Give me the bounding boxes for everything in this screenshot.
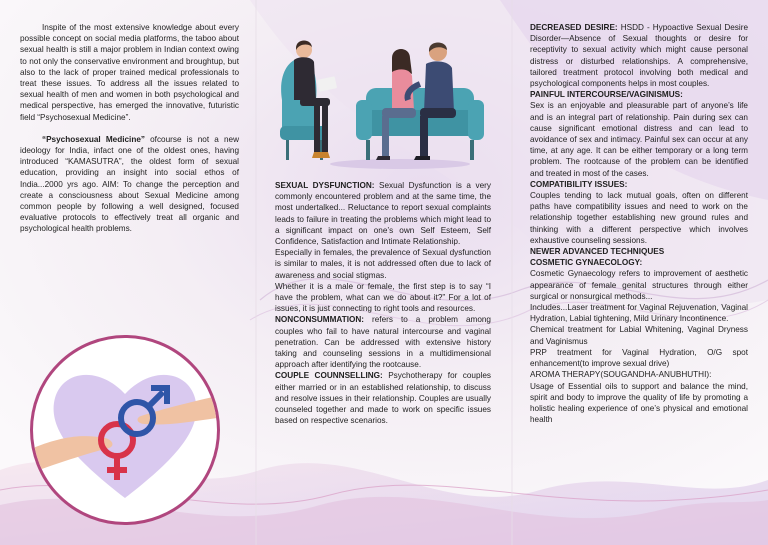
- middle-column: [275, 180, 491, 426]
- sexual-dysfunction-section: [275, 180, 491, 247]
- sexual-dysfunction-text: Sexual Dysfunction is a very commonly encountered problem and at the same time, the most undertalked... Reluctance to report sexual complaints leads to failure in treating the problems which might lead to a significant impact on one’s own Self Esteem, Self Confidence, Satisfaction and Intimate Relationship.: [275, 181, 491, 247]
- sexual-dysfunction-heading: SEXUAL DYSFUNCTION:: [275, 181, 375, 190]
- aroma-therapy-heading: AROMA THERAPY(SOUGANDHA-ANUBHUTHI):: [530, 370, 712, 380]
- painful-intercourse-text: Sex is an enjoyable and pleasurable part of anyone’s life and is an integral part of relationship. Pain during sex can cause significant emotional distress and can lead to avoidance of sex and intimacy. Painful sex can occur at any time, at any age. It can be either temporary or a long term problem. The rootcause of the problem can be identified and treated in most of the cases.: [530, 101, 748, 178]
- aroma-therapy-text: Usage of Essential oils to support and balance the mind, spirit and body to improve the quality of life by promoting a holistic healing experience of one’s physical and emotional health: [530, 381, 748, 425]
- gender-symbols-icon: [33, 338, 217, 522]
- psychosexual-medicine-term: “Psychosexual Medicine”: [42, 134, 145, 144]
- right-column: [530, 22, 748, 425]
- includes-paragraph: Includes...Laser treatment for Vaginal Rejuvenation, Vaginal Hydration, Labial tightening, Mild Urinary Incontinence.: [530, 303, 748, 324]
- nonconsummation-heading: NONCONSUMMATION:: [275, 315, 364, 325]
- psychosexual-medicine-paragraph: [20, 134, 239, 235]
- couple-counseling-illustration: [270, 30, 488, 170]
- newer-techniques-heading: NEWER ADVANCED TECHNIQUES: [530, 247, 665, 257]
- decreased-desire-section: [530, 22, 748, 89]
- painful-intercourse-heading: PAINFUL INTERCOURSE/VAGINISMUS:: [530, 90, 683, 100]
- nonconsummation-text: refers to a problem among couples who fail to have natural intercourse and vaginal penetration. Can be addressed with extensive history taking and counseling sessions in a multidimensional approach after identifying the rootcause.: [275, 315, 491, 370]
- whether-paragraph: Whether it is a male or female, the first step is to say “I have the problem, what can we do about it?” For a lot of issues, it is just connecting to right tools and resources.: [275, 281, 491, 314]
- decreased-desire-text: HSDD - Hypoactive Sexual Desire Disorder—Absence of Sexual thoughts or desire for receptivity to sexual activity which might cause personal distress or disturbed relationships. A comprehensive, tailored treatment protocol involving both medical and psychological components helps in most couples.: [530, 23, 748, 89]
- chemical-treatment-paragraph: Chemical treatment for Labial Whitening, Vaginal Dryness and Vaginismus: [530, 325, 748, 346]
- cosmetic-gynaecology-text: Cosmetic Gynaecology refers to improvement of aesthetic appearance of female genital structures through either surgical or nonsurgical methods...: [530, 269, 748, 301]
- couple-counselling-text: Psychotherapy for couples either married or in an established relationship, to discuss and resolve issues in their relationship. Couples are usually counseled together and made to work on specific issues based on respective scenarios.: [275, 371, 491, 426]
- psychosexual-medicine-text: ofcourse is not a new ideology for India, infact one of the oldest ones, having introduced “KAMASUTRA”, the oldest form of sexual education, providing an insight into social ethos of India...2000 yrs ago. AIM: To change the perception and create a consciousness about Sexual Medicine among common people by following a well designed, focused evaluative protocols to effectively treat all organic and psychological health problems.: [20, 134, 239, 234]
- couple-counselling-heading: COUPLE COUNNSELLING:: [275, 371, 383, 381]
- nonconsummation-section: [275, 314, 491, 370]
- intro-column: [20, 22, 239, 235]
- decreased-desire-heading: DECREASED DESIRE:: [530, 23, 618, 32]
- prp-paragraph: PRP treatment for Vaginal Hydration, O/G spot enhancement(to improve sexual drive): [530, 347, 748, 369]
- cosmetic-gynaecology-heading: COSMETIC GYNAECOLOGY:: [530, 258, 643, 268]
- females-paragraph: Especially in females, the prevalence of Sexual dysfunction is similar to males, it is not addressed often due to lack of awareness and social stigmas.: [275, 248, 491, 280]
- compatibility-heading: COMPATIBILITY ISSUES:: [530, 179, 628, 189]
- intro-paragraph: Inspite of the most extensive knowledge about every possible concept on social media platforms, the taboo about sexual health is still a major problem in Indian context owing to not only the conservative environment and broughtup, but also to the lack of proper trained medical professionals to treat these issues. To address all the issues related to sexual health of men and women in both psychological and medical perspective, has emerged the innovative, futuristic field “Psychosexual Medicine”.: [20, 23, 239, 122]
- gender-symbols-illustration: [30, 335, 220, 525]
- couple-counselling-section: [275, 370, 491, 426]
- compatibility-text: Couples tending to lack mutual goals, often on different paths have compatibility issues and need to work on the relationship together establishing new ground rules and thinking with a different perspective which involves exhaustive counseling sessions.: [530, 191, 748, 245]
